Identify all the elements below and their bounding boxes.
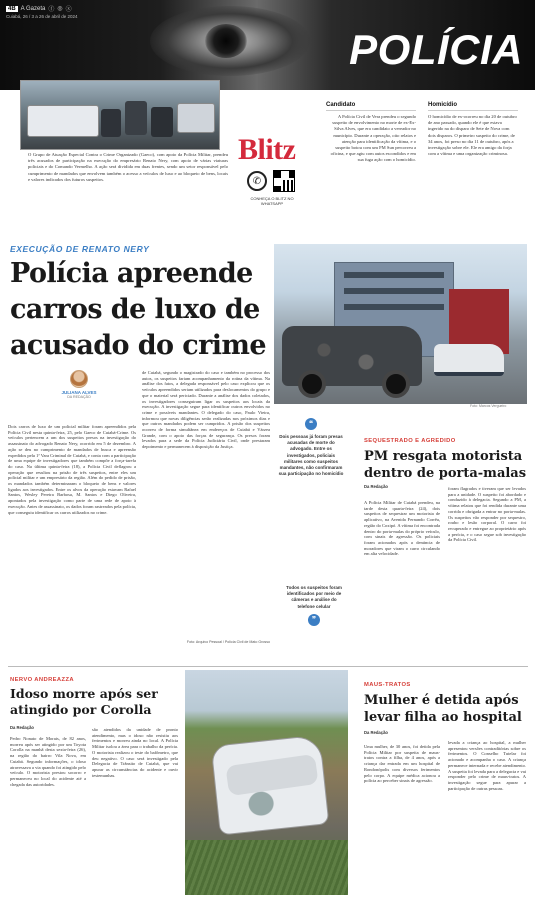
pm-story-column: A Polícia Militar de Cuiabá prendeu, na tarde desta quarta-feira (24), dois suspeitos de sequestrar um motorista de aplicativo, na Avenida Fernando Corrêa, região do Coxipó. A vítima foi encontrada dentro do porta-malas do próprio veículo, com sinais de agressão. Os policiais foram acionados após a denúncia de moradores que viram o carro circulando em alta velocidade. — [364, 500, 440, 557]
blitz-column-title: Candidato — [326, 102, 416, 111]
date-line: Cuiabá, 26 / 3 a 26 de abril de 2024 — [6, 14, 78, 19]
main-story-column: de Cuiabá, segundo o magistrado do caso e também no processo dos autos, os suspeitos fariam acompanhamento da rotina da vítima. Na análise dos fatos, a delegada responsável pelo caso explicou que os veículos apreendidos seriam utilizados para deslocamentos do grupo e que o material será periciado. Durante a análise dos dados coletados, os investigadores conseguiram ligar os suspeitos aos locais da execução. A investigação segue para identificar outros envolvidos no crime e possíveis mandantes. O delegado do caso, Paulo Vieira, informou que novas diligências serão realizadas nos próximos dias e que outros mandados podem ser cumpridos. A prisão dos suspeitos ocorreu de forma simultânea em endereços de Cuiabá e Várzea Grande, com o apoio das forças de segurança. Os presos foram levados para a sede da Polícia Judiciária Civil, onde prestaram depoimento e permanecem à disposição da Justiça. — [142, 370, 270, 450]
blitz-column-candidato — [326, 102, 416, 164]
author-role: DA REDAÇÃO — [67, 395, 91, 399]
section-header — [0, 0, 535, 90]
blitz-intro-text: O Grupo de Atuação Especial Contra o Crime Organizado (Gaeco), com apoio da Polícia Militar, prendeu três acusados de participação na execução do empresário Renato Nery, com apoio de várias viaturas policiais e do Comando Vermelho. A ação será dividida em duas frentes, sendo um setor responsável pelo cumprimento de mandados que envolvem também o acesso a veículos de luxo e ao bloqueio de bens, locais e valores indicados dos futuros suspeitos. — [28, 152, 228, 182]
author-avatar — [70, 370, 88, 388]
idoso-story-kicker: NERVO ANDREAZZA — [10, 677, 74, 683]
whatsapp-icon[interactable]: ✆ — [247, 171, 267, 191]
facebook-icon: ⓕ — [48, 7, 55, 13]
quote-icon: ❝ — [305, 418, 317, 430]
main-story-column: Dois carros de luxo de um policial militar foram apreendidos pela Polícia Civil nesta quinta-feira, 25, pelo Gaeco de Cuiabá-Crime. Os veículos pertencem a um dos suspeitos presos na investigação do assassinato do advogado Renato Nery, ocorrido em 5 de dezembro. A ação se deu no cumprimento de mandados de busca e apreensão expedidos pela 1ª Vara Criminal de Cuiabá, e conta com a participação de uma equipe de investigadores que também compõe a força-tarefa do caso. Na última quinta-feira (18), a Polícia Civil deflagrou a operação que resultou na prisão de três suspeitos, entre eles um policial militar e um empresário da região. Além do pedido de prisão, os mandados também determinaram o bloqueio de bens e valores ligados aos investigados. Entre os alvos da operação estavam Rafael Santos, Wesley Pereira Barbosa, M. Santos e Diego Oliveira, apontados pela investigação como parte de uma rede de apoio à execução. Antes de assassinato, os dados foram rastreados pela polícia, que conseguiu identificar os carros utilizados no crime. — [8, 424, 136, 515]
author-box — [44, 370, 114, 399]
main-story-photo — [274, 244, 527, 404]
window — [344, 304, 444, 310]
eye-pupil — [205, 24, 247, 58]
page-meta — [6, 4, 78, 19]
police-car — [177, 103, 215, 133]
photo-credit: Foto: Marcos Vergueiro — [470, 404, 507, 408]
page-number: 4B — [8, 5, 16, 12]
blitz-column-homicidio — [428, 102, 518, 157]
main-story-kicker: EXECUÇÃO DE RENATO NERY — [10, 244, 150, 254]
mulher-story-column: levada a criança ao hospital, a mulher apresentou versões contraditórias sobre os ferimentos. O Conselho Tutelar foi acionado e acompanha o caso. A criança permanece internada e recebe atendimento. A suspeita foi levada para a delegacia e vai responder pelo crime de maus-tratos. A investigação segue para apurar a participação de outras pessoas. — [448, 740, 526, 791]
motorcycle — [151, 107, 173, 137]
idoso-story-byline: Da Redação — [10, 725, 34, 730]
wheel — [382, 370, 410, 398]
blitz-contact — [247, 170, 295, 192]
idoso-story-column: Pedro Nonato de Morais, de 82 anos, morreu após ser atingido por um Toyota Corolla na manhã desta sexta-feira (26), na região do bairro Vila Nova, em Cuiabá. Segundo informações, o idoso atravessava a via quando foi atingido pelo veículo. O motorista prestou socorro e permaneceu no local do acidente até a chegada das autoridades. — [10, 736, 86, 787]
mulher-story-column: Uma mulher, de 30 anos, foi detida pela Polícia Militar por suspeita de maus-tratos contra a filha, de 4 anos, após a criança dar entrada em um hospital de Rondonópolis com diversos ferimentos pelo corpo. A equipe médica acionou a polícia ao perceber sinais de agressão. — [364, 744, 440, 784]
brand-name: A Gazeta — [20, 5, 46, 12]
twitter-icon: ⓧ — [65, 7, 72, 13]
blitz-qr-label: CONHEÇA O BLITZ NO WHATSAPP — [250, 196, 294, 206]
pull-quote-text: Todos os suspeitos foram identificados por meio de câmeras e análise do telefone celular — [286, 585, 342, 609]
blitz-column-text: O homicídio de ex-ocorreu no dia 20 de outubro de ano passado, quando ele é que estava ingerido na do disparo de Sete de Nova com dois disparos. O primeiro suspeito do crime, de 34 anos, foi preso no dia 11 de outubro, após a investigação sobre ele. Ele era amigo da forja com a vítima e uma organização criminosa. — [428, 114, 517, 157]
police-van — [434, 344, 504, 376]
wheel — [298, 370, 326, 398]
blitz-photo — [20, 80, 220, 150]
pull-quote-text: Dois pessoas já foram presas acusadas de morte do advogado. Entre os investigados, policiais militares como suspeitos mandantes, não confirmaram sua participação no homicídio — [278, 434, 344, 477]
quote-icon: ❞ — [308, 614, 320, 626]
section-divider — [8, 666, 528, 667]
pm-story-headline[interactable]: PM resgata motorista dentro de porta-malas — [364, 449, 527, 481]
grass — [185, 840, 348, 895]
idoso-story-column: são atendidos da unidade de pronto atendimento, mas o idoso não resistiu aos ferimentos e morreu ainda no local. A Polícia Militar isolou a área para o trabalho da perícia. O motorista realizou o teste do bafômetro, que deu negativo. O caso será investigado pela Delegacia de Trânsito de Cuiabá, que vai apurar as circunstâncias do acidente e ouvir testemunhas. — [92, 727, 178, 778]
mulher-story-kicker: MAUS-TRATOS — [364, 682, 411, 688]
qr-code-icon[interactable] — [273, 170, 295, 192]
police-car — [27, 105, 99, 137]
main-story-credit: Foto: Arquivo Pessoal / Polícia Civil de Mato Grosso — [186, 640, 270, 644]
window — [344, 272, 444, 278]
pull-quote — [278, 418, 344, 477]
motorcycle — [101, 109, 121, 137]
pm-story-column: foram flagrados e tiveram que ser levados para a unidade. O suspeito foi abordado e conduzido à delegacia. Segundo a PM, a vítima relatou que foi rendida durante uma corrida e obrigada a entrar no porta-malas. Os suspeitos vão responder por sequestro, roubo e lesão corporal. O carro foi recuperado e entregue ao proprietário após a perícia, e o caso segue sob investigação da Polícia Civil. — [448, 486, 526, 543]
mulher-story-headline[interactable]: Mulher é detida após levar filha ao hospital — [364, 693, 522, 725]
motorcycle — [125, 101, 147, 135]
blitz-logo: Blitz — [238, 133, 296, 166]
author-name: JULIANA ALVES — [61, 390, 97, 395]
blitz-column-title: Homicídio — [428, 102, 518, 111]
instagram-icon: ◎ — [57, 6, 63, 12]
main-story-headline[interactable]: Polícia apreende carros de luxo de acusado do crime — [10, 258, 266, 361]
window — [344, 288, 444, 294]
pull-quote — [284, 585, 344, 626]
idoso-story-headline[interactable]: Idoso morre após ser atingido por Corolla — [10, 686, 158, 717]
blitz-column-text: A Polícia Civil de Vera prendeu o segundo suspeito de envolvimento no morte de ex-Ex-Silva Alves, que era candidato a vereador no município. Durante a operação, oito relatos e atenção para identificação da vítima, e o suspeito botou com um FM Sun percorreu a oficina, e que agiu com autos escondidos e em sua fuga ação com o homicídio. — [330, 114, 416, 163]
pm-story-byline: Da Redação — [364, 484, 388, 489]
pm-story-kicker: SEQUESTRADO E AGREDIDO — [364, 438, 456, 444]
idoso-story-photo — [185, 670, 348, 895]
mulher-story-byline: Da Redação — [364, 730, 388, 735]
section-title: POLÍCIA — [349, 26, 523, 73]
